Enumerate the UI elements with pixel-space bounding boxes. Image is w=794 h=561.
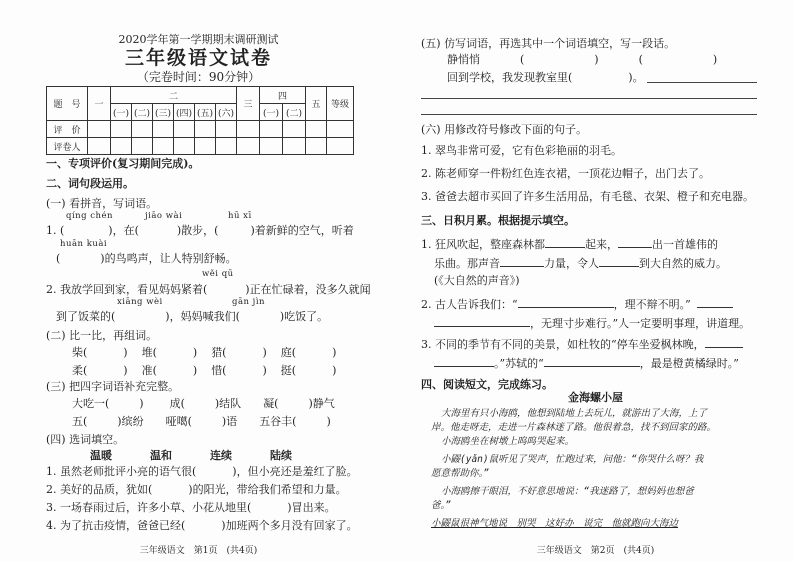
choose-sentence-3: 3. 一场春雨过后，许多小草、小花从地里( )冒出来。 <box>46 501 336 514</box>
pinyin-weiqu: wěi qū <box>202 269 234 279</box>
score-row-grader: 评卷人 <box>47 138 88 155</box>
score-sub: (五) <box>195 104 216 121</box>
page-footer-2: 三年级语文 第2页 (共4页) <box>536 546 655 556</box>
choose-sentence-2: 2. 美好的品质，犹如( )的阳光，带给我们希望和力量。 <box>46 483 347 496</box>
exam-subtitle: 2020学年第一学期期末调研测试 <box>118 33 279 46</box>
story-title: 金海螺小屋 <box>568 391 623 404</box>
memory-1-source: (《大自然的声音》) <box>434 274 520 287</box>
memory-2-line-1: 2. 古人告诉我们：“ ，理不辩不明。” <box>421 297 733 310</box>
score-header-2: 二 <box>111 87 237 104</box>
score-header-3: 三 <box>237 87 260 121</box>
imitate-sentence: 回到学校，我发现教室里( )。 <box>447 71 644 84</box>
section-2-heading: 二、词句段运用。 <box>46 177 134 190</box>
question-compare-heading: (二) 比一比，再组词。 <box>46 329 158 342</box>
page-2 <box>397 0 794 561</box>
score-header-label: 题 号 <box>47 87 88 121</box>
idiom-row-2: 五( )缤纷 哑噶( )语 五谷丰( ) <box>72 415 331 428</box>
imitate-words-row: 静悄悄 ( ) ( ) <box>447 53 718 66</box>
choose-sentence-1: 1. 虽然老师批评小亮的语气很( )，但小亮还是羞红了脸。 <box>46 465 358 478</box>
pinyin-xiangwei: xiāng wèi <box>117 297 163 307</box>
story-paragraph: 爸。” <box>431 500 451 511</box>
score-table <box>46 86 354 155</box>
story-paragraph: 小鼹(yǎn)鼠听见了哭声，忙跑过来，问他：“你哭什么呀？我 <box>441 454 704 465</box>
pinyin-sentence-2b: 到了饭菜的( )，妈妈喊我们( )吃饭了。 <box>56 310 329 323</box>
score-sub: (二) <box>283 104 306 121</box>
question-choose-heading: (四) 选词填空。 <box>46 433 125 446</box>
question-idiom-heading: (三) 把四字词语补充完整。 <box>46 380 180 393</box>
pinyin-huankuai: huān kuài <box>60 239 108 249</box>
pinyin-ganjin: gān jìn <box>232 297 266 307</box>
word-option: 温暖 <box>90 449 112 462</box>
story-paragraph: 小海鸥擦干眼泪，不好意思地说：“我迷路了，想妈妈也想爸 <box>441 486 694 497</box>
word-option: 连续 <box>210 449 232 462</box>
story-paragraph: 小海鸥坐在树墩上呜呜哭起来。 <box>441 436 575 447</box>
pinyin-qingchen: qíng chén <box>66 211 114 221</box>
pinyin-sentence-1b: ( )的鸟鸣声，让人特别舒畅。 <box>56 252 237 265</box>
score-sub: (六) <box>216 104 237 121</box>
story-paragraph: 岸。他走呀走，走进一片森林迷了路。他很着急，找不到回家的路。 <box>431 422 717 433</box>
story-paragraph: 愿意帮助你。” <box>431 468 489 479</box>
memory-3-line-1: 3. 不同的季节有不同的美景，如杜牧的“停车坐爱枫林晚， <box>421 337 743 350</box>
question-pinyin-heading: (一) 看拼音，写词语。 <box>46 197 158 210</box>
score-header-grade: 等级 <box>327 87 354 121</box>
pinyin-huxi: hū xī <box>228 211 252 221</box>
pinyin-sentence-1: 1. ( )，在( )散步，( )着新鲜的空气，听着 <box>46 224 354 237</box>
score-sub: (一) <box>260 104 283 121</box>
answer-line <box>421 114 757 115</box>
memory-1-line-2: 乐曲。那声音 力量，令人 到大自然的威力。 <box>434 257 727 270</box>
score-sub: (一) <box>111 104 132 121</box>
idiom-row-1: 大吃一( ) 成( )结队 凝( )静气 <box>72 397 335 410</box>
score-sub: (二) <box>132 104 153 121</box>
memory-2-line-2: ，无理寸步难行。”人一定要明事理，讲道理。 <box>434 316 750 329</box>
revise-sentence-1: 1. 翠鸟非常可爱，它有色彩艳丽的羽毛。 <box>421 144 622 157</box>
word-option: 陆续 <box>270 449 292 462</box>
score-row-evaluation: 评 价 <box>47 121 88 138</box>
revise-sentence-3: 3. 爸爸去超市买回了许多生活用品，有毛毯、衣架、橙子和充电器。 <box>421 190 754 203</box>
story-paragraph: 大海里有只小海鸥，他想到陆地上去玩儿，就游出了大海，上了 <box>441 408 708 419</box>
memory-3-line-2: 。”苏轼的“ ，最是橙黄橘绿时。” <box>434 356 739 369</box>
answer-line <box>421 98 757 99</box>
answer-line <box>647 82 757 83</box>
choose-sentence-4: 4. 为了抗击疫情，爸爸已经( )加班两个多月没有回家了。 <box>46 519 358 532</box>
score-header-4: 四 <box>260 87 306 104</box>
compare-row-2: 柔( ) 准( ) 惜( ) 挺( ) <box>72 364 337 377</box>
score-header-5: 五 <box>306 87 327 121</box>
pinyin-sentence-2: 2. 我放学回到家，看见妈妈紧着( )正在忙碌着，没多久就闻 <box>46 283 371 296</box>
section-1-heading: 一、专项评价(复习期间完成)。 <box>46 157 200 170</box>
word-option: 温和 <box>150 449 172 462</box>
story-punctuation-line: 小鼹鼠很神气地说 别哭 这好办 说完 他就跑向大海边 <box>431 518 679 529</box>
question-imitate-heading: (五) 仿写词语，再选其中一个词语填空，写一段话。 <box>421 37 676 50</box>
section-3-heading: 三、日积月累。根据提示填空。 <box>421 214 575 227</box>
exam-duration: （完卷时间：90分钟） <box>136 70 261 84</box>
score-header-1: 一 <box>88 87 111 121</box>
pinyin-jiaowai: jiāo wài <box>145 211 183 221</box>
score-sub: (四) <box>174 104 195 121</box>
memory-1-line-1: 1. 狂风吹起，整座森林都 起来， 出一首雄伟的 <box>421 238 718 251</box>
section-4-heading: 四、阅读短文，完成练习。 <box>421 378 553 391</box>
question-revise-heading: (六) 用修改符号修改下面的句子。 <box>421 123 588 136</box>
compare-row-1: 柴( ) 堆( ) 猎( ) 庭( ) <box>72 346 337 359</box>
score-sub: (三) <box>153 104 174 121</box>
exam-title: 三年级语文试卷 <box>124 47 272 69</box>
page-footer-1: 三年级语文 第1页 (共4页) <box>139 546 258 556</box>
revise-sentence-2: 2. 陈老师穿一件粉红色连衣裙，一顶花边帽子，出门去了。 <box>421 167 710 180</box>
